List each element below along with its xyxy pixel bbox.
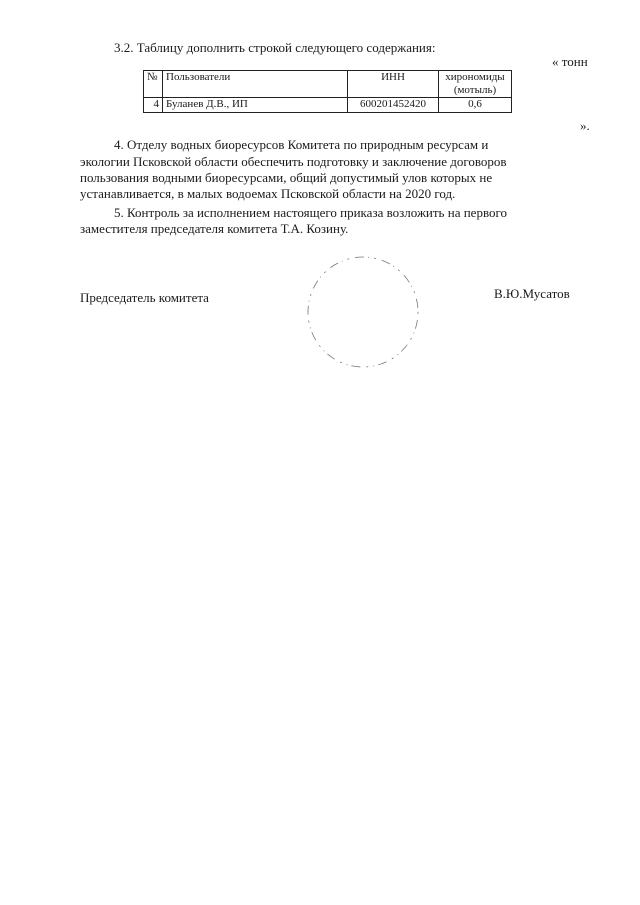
paragraph-5-line-2: заместителя председателя комитета Т.А. Козину.: [80, 221, 349, 236]
paragraph-4-line-3: пользования водными биоресурсами, общий допустимый улов которых не: [80, 170, 493, 185]
cell-inn: 600201452420: [348, 98, 439, 113]
paragraph-4-line-1: 4. Отделу водных биоресурсов Комитета по природным ресурсам и: [114, 137, 489, 152]
table-row: [144, 98, 512, 113]
paragraph-4-line-2: экологии Псковской области обеспечить подготовку и заключение договоров: [80, 154, 507, 169]
header-number: №: [144, 71, 163, 98]
header-users: Пользователи: [163, 71, 348, 98]
signer-name: В.Ю.Мусатов: [494, 286, 570, 301]
header-inn: ИНН: [348, 71, 439, 98]
paragraph-3-2: 3.2. Таблицу дополнить строкой следующего содержания:: [114, 40, 436, 55]
signer-title: Председатель комитета: [80, 290, 209, 305]
users-table: [143, 70, 512, 113]
header-chironomids: хирономиды (мотыль): [439, 71, 512, 98]
seal-stamp-icon: [303, 252, 423, 372]
cell-amount: 0,6: [439, 98, 512, 113]
close-quote: ».: [580, 118, 590, 133]
units-open-quote: « тонн: [552, 54, 588, 69]
cell-number: 4: [144, 98, 163, 113]
paragraph-4-line-4: устанавливается, в малых водоемах Псковской области на 2020 год.: [80, 186, 456, 201]
paragraph-5-line-1: 5. Контроль за исполнением настоящего приказа возложить на первого: [114, 205, 508, 220]
table-header-row: [144, 71, 512, 98]
cell-user: Буланев Д.В., ИП: [163, 98, 348, 113]
